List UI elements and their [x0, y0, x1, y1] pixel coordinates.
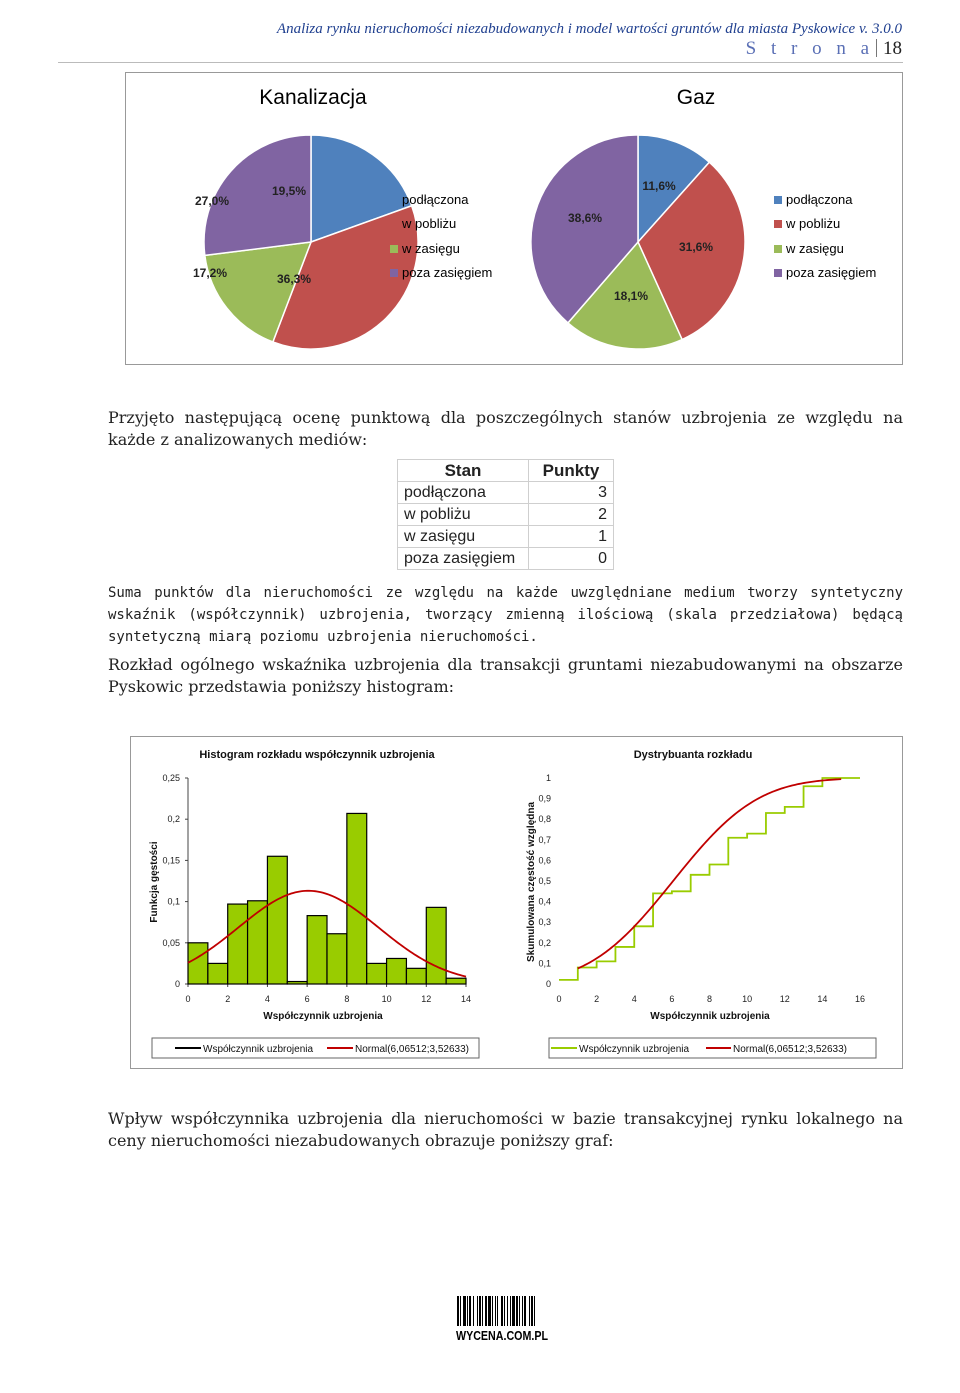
score-table [397, 459, 614, 570]
cdf-x-label: Współczynnik uzbrojenia [650, 1011, 770, 1022]
points-cell: 0 [529, 548, 614, 570]
x-tick-label: 16 [854, 994, 866, 1004]
y-tick-label: 0,2 [167, 814, 180, 825]
histogram-charts-svg [131, 737, 902, 1068]
legend-label-empirical: Współczynnik uzbrojenia [579, 1044, 690, 1055]
page-separator [876, 39, 877, 57]
header-punkty: Punkty [529, 460, 614, 482]
state-cell: poza zasięgiem [398, 548, 529, 570]
legend-label-poza-zasiegiem: poza zasięgiem [402, 265, 493, 280]
pie-title-kanalizacja: Kanalizacja [259, 86, 367, 109]
table-row [398, 548, 614, 570]
x-tick-label: 4 [264, 994, 270, 1004]
x-tick-label: 12 [779, 994, 790, 1004]
histogram-panel [130, 736, 903, 1069]
page-indicator [0, 38, 902, 60]
table-row [398, 482, 614, 504]
legend-label-w-poblizu: w pobliżu [786, 216, 841, 231]
intro-paragraph: Przyjęto następującą ocenę punktową dla poszczególnych stanów uzbrojenia ze względu na każde z analizowanych mediów: [108, 408, 903, 449]
pie-kanalizacja [193, 135, 418, 349]
pie-charts-svg [126, 73, 902, 364]
legend-swatch-poza-zasiegiem [774, 269, 782, 277]
y-tick-label: 0,05 [162, 937, 180, 948]
page-label: S t r o n a [745, 38, 874, 59]
state-cell: podłączona [398, 482, 529, 504]
x-tick-label: 10 [381, 994, 392, 1004]
histogram-intro-paragraph: Rozkład ogólnego wskaźnika uzbrojenia dla transakcji gruntami niezabudowanymi na obszarze Pyskowic przedstawia poniższy histogram: [108, 655, 903, 696]
header-stan: Stan [398, 460, 529, 482]
histogram-bar [267, 856, 287, 984]
pie-value-label: 11,6% [642, 179, 676, 193]
legend-label-poza-zasiegiem: poza zasięgiem [786, 265, 877, 280]
logo-text: WYCENA.COM.PL [456, 1328, 549, 1343]
y-tick-label: 0,25 [162, 773, 180, 783]
wycena-logo [455, 1296, 549, 1342]
state-cell: w pobliżu [398, 504, 529, 526]
points-cell: 2 [529, 504, 614, 526]
y-tick-label: 0,9 [538, 793, 551, 804]
pie-charts-panel [125, 72, 903, 365]
histogram-bar [387, 958, 407, 984]
y-tick-label: 1 [545, 773, 551, 783]
histogram-bar [228, 904, 248, 984]
histogram-bar [188, 943, 208, 984]
pie-value-label: 19,5% [271, 184, 307, 198]
y-tick-label: 0,5 [538, 876, 551, 886]
y-tick-label: 0,6 [538, 855, 551, 866]
y-tick-label: 0 [174, 979, 180, 989]
score-table-header [398, 460, 614, 482]
legend-label-w-poblizu: w pobliżu [402, 216, 457, 231]
document-title: Analiza rynku nieruchomości niezabudowanych i model wartości gruntów dla miasta Pyskowice v. 3.0.0 [276, 21, 902, 37]
conclusion-paragraph: Wpływ współczynnika uzbrojenia dla nieruchomości w bazie transakcyjnej rynku lokalnego na ceny nieruchomości niezabudowanych obrazuje poniższy graf: [108, 1109, 903, 1150]
x-tick-label: 6 [669, 994, 675, 1004]
pie-gaz-legend [774, 192, 876, 280]
legend-swatch-w-poblizu [774, 220, 782, 228]
histogram-bar [406, 968, 426, 984]
histogram-bar [347, 813, 367, 984]
x-tick-label: 10 [742, 994, 753, 1004]
legend-swatch-podlaczona [774, 196, 782, 204]
legend-swatch-w-zasiegu [390, 245, 398, 253]
pie-value-label: 27,0% [194, 194, 230, 208]
y-tick-label: 0,1 [538, 958, 551, 969]
pie-value-label: 36,3% [276, 272, 312, 286]
empirical-cdf-line [559, 778, 860, 980]
barcode-icon [457, 1296, 535, 1326]
points-cell: 1 [529, 526, 614, 548]
x-tick-label: 8 [706, 994, 713, 1004]
legend-label-empirical: Współczynnik uzbrojenia [203, 1044, 314, 1055]
histogram-bar [446, 978, 466, 984]
x-tick-label: 12 [421, 994, 432, 1004]
x-tick-label: 0 [556, 994, 562, 1004]
histogram-title: Histogram rozkładu współczynnik uzbrojenia [199, 749, 435, 761]
page-number: 18 [883, 38, 902, 59]
histogram-bar [208, 963, 228, 984]
histogram-bar [287, 982, 307, 984]
x-tick-label: 14 [460, 994, 472, 1004]
cdf-title: Dystrybuanta rozkładu [633, 749, 753, 761]
x-tick-label: 0 [185, 994, 191, 1004]
x-tick-label: 14 [817, 994, 828, 1004]
header-rule [58, 62, 903, 63]
pie-value-label: 17,2% [192, 266, 228, 280]
legend-swatch-w-poblizu [390, 220, 398, 228]
x-tick-label: 8 [344, 994, 350, 1004]
table-row [398, 504, 614, 526]
histogram-bars [188, 813, 466, 984]
legend-label-normal: Normal(6,06512;3,52633) [733, 1044, 847, 1055]
x-tick-label: 4 [631, 994, 637, 1004]
y-tick-label: 0,4 [538, 896, 551, 907]
legend-label-w-zasiegu: w zasięgu [402, 241, 460, 256]
state-cell: w zasięgu [398, 526, 529, 548]
y-tick-label: 0,8 [538, 814, 551, 825]
y-tick-label: 0 [545, 979, 551, 989]
y-tick-label: 0,7 [538, 834, 551, 845]
y-tick-label: 0,15 [162, 855, 180, 866]
legend-swatch-w-zasiegu [774, 245, 782, 253]
histogram-x-label: Współczynnik uzbrojenia [263, 1011, 383, 1022]
histogram-bar [307, 916, 327, 984]
x-tick-label: 2 [225, 994, 231, 1004]
cdf-y-label: Skumulowana częstość względna [526, 801, 537, 963]
pie-title-gaz: Gaz [676, 86, 716, 109]
x-tick-label: 6 [304, 994, 310, 1004]
histogram-y-label: Funkcja gęstości [149, 841, 160, 923]
legend-label-podlaczona: podłączona [402, 192, 469, 207]
summary-paragraph: Suma punktów dla nieruchomości ze względu na każde uwzględniane medium tworzy syntetyczny wskaźnik (współczynnik) uzbrojenia, tworzący zmienną ilościową (skala przedziałowa) będącą syntetyczną miarą poziomu uzbrojenia nieruchomości. [108, 585, 903, 645]
y-tick-label: 0,1 [167, 896, 180, 907]
x-tick-label: 2 [594, 994, 600, 1004]
legend-swatch-podlaczona [390, 196, 398, 204]
legend-swatch-poza-zasiegiem [390, 269, 398, 277]
cdf-axes [538, 773, 865, 1004]
histogram-bar [426, 907, 446, 984]
histogram-bar [367, 963, 387, 984]
y-tick-label: 0,2 [538, 937, 551, 948]
legend-label-podlaczona: podłączona [786, 192, 853, 207]
cdf-lines [559, 778, 860, 980]
legend-label-w-zasiegu: w zasięgu [786, 241, 844, 256]
table-row [398, 526, 614, 548]
histogram-bar [327, 934, 347, 984]
pie-value-label: 31,6% [678, 240, 714, 254]
y-tick-label: 0,3 [538, 917, 551, 928]
pie-value-label: 38,6% [567, 211, 603, 225]
pie-gaz [531, 135, 745, 349]
histogram-legend [152, 1038, 479, 1058]
points-cell: 3 [529, 482, 614, 504]
legend-label-normal: Normal(6,06512;3,52633) [355, 1044, 469, 1055]
cdf-legend [549, 1038, 876, 1058]
pie-value-label: 18,1% [613, 289, 649, 303]
